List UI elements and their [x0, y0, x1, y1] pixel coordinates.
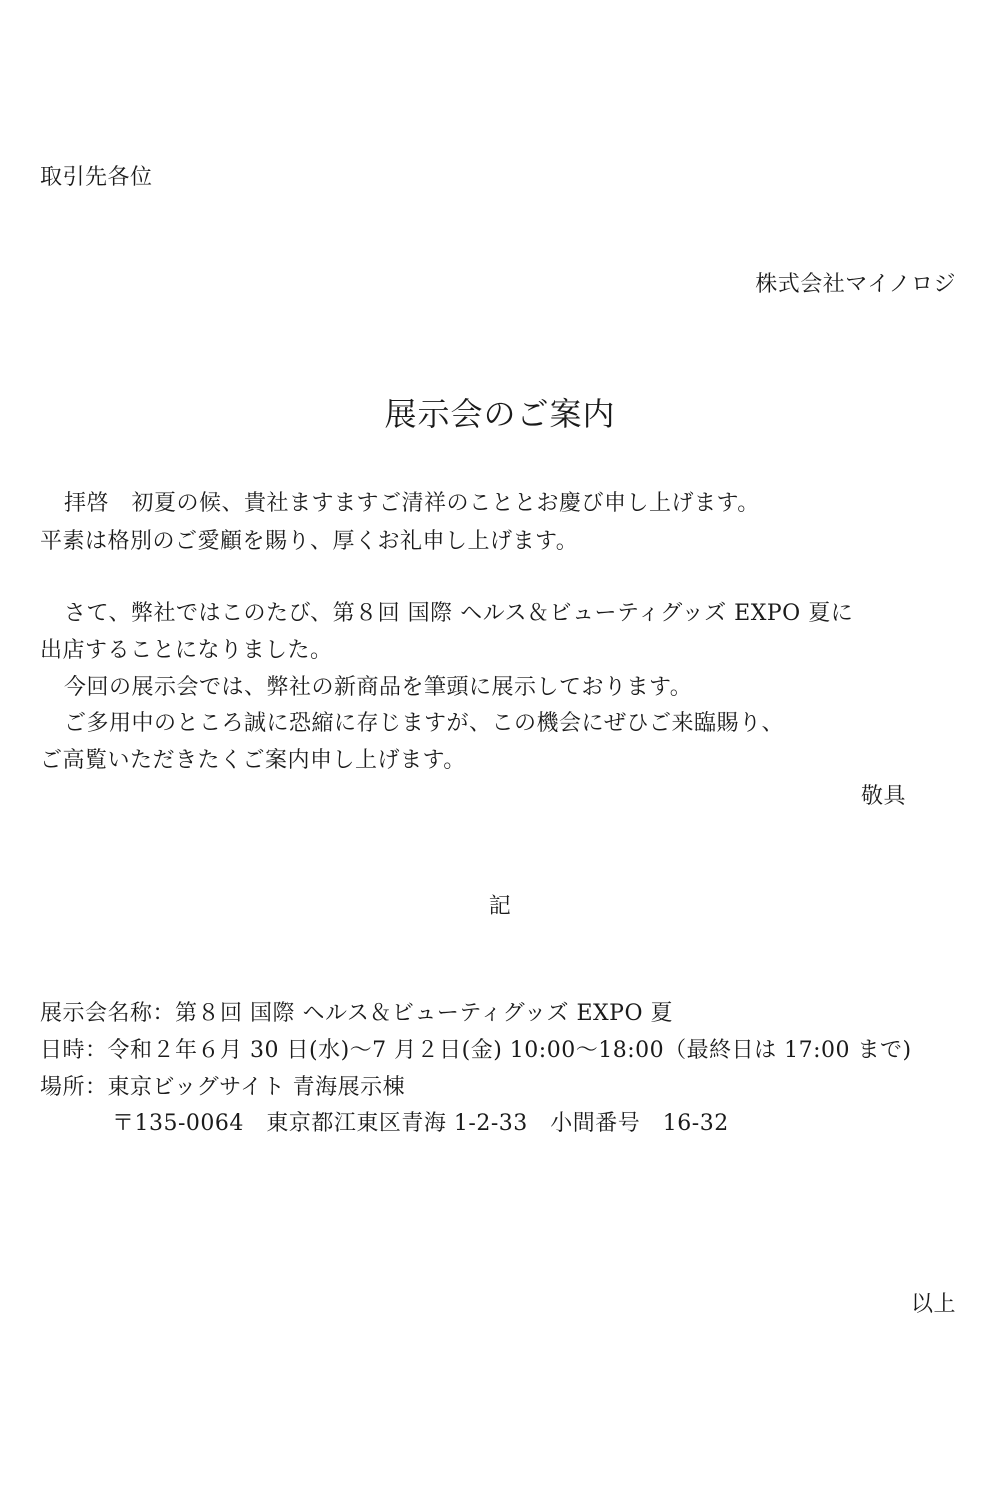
detail-datetime: 日時：令和２年６月 30 日(水)～7 月２日(金) 10:00～18:00（最終日は 17:00 まで) — [40, 1038, 912, 1063]
recipient: 取引先各位 — [40, 165, 153, 190]
ki-heading: 記 — [488, 894, 512, 919]
body-line-4: ご多用中のところ誠に恐縮に存じますが、この機会にぜひご来臨賜り、 — [64, 711, 785, 736]
page-title: 展示会のご案内 — [384, 395, 616, 433]
detail-exhibition-name: 展示会名称：第８回 国際 ヘルス＆ビューティグッズ EXPO 夏 — [40, 1001, 674, 1026]
detail-address: 〒135-0064 東京都江東区青海 1-2-33 小間番号 16-32 — [112, 1111, 729, 1136]
body-line-3: 今回の展示会では、弊社の新商品を筆頭に展示しております。 — [64, 675, 693, 700]
end-ijou: 以上 — [910, 1292, 956, 1317]
sender-company: 株式会社マイノロジ — [755, 272, 956, 297]
greeting-line-2: 平素は格別のご愛顧を賜り、厚くお礼申し上げます。 — [40, 529, 579, 554]
closing-keigu: 敬具 — [860, 784, 906, 809]
body-line-5: ご高覧いただきたくご案内申し上げます。 — [40, 748, 466, 773]
detail-place: 場所：東京ビッグサイト 青海展示棟 — [40, 1075, 406, 1100]
greeting-line-1: 拝啓 初夏の候、貴社ますますご清祥のこととお慶び申し上げます。 — [64, 491, 760, 516]
body-line-1: さて、弊社ではこのたび、第８回 国際 ヘルス＆ビューティグッズ EXPO 夏に — [64, 601, 854, 626]
body-line-2: 出店することになりました。 — [40, 638, 333, 663]
